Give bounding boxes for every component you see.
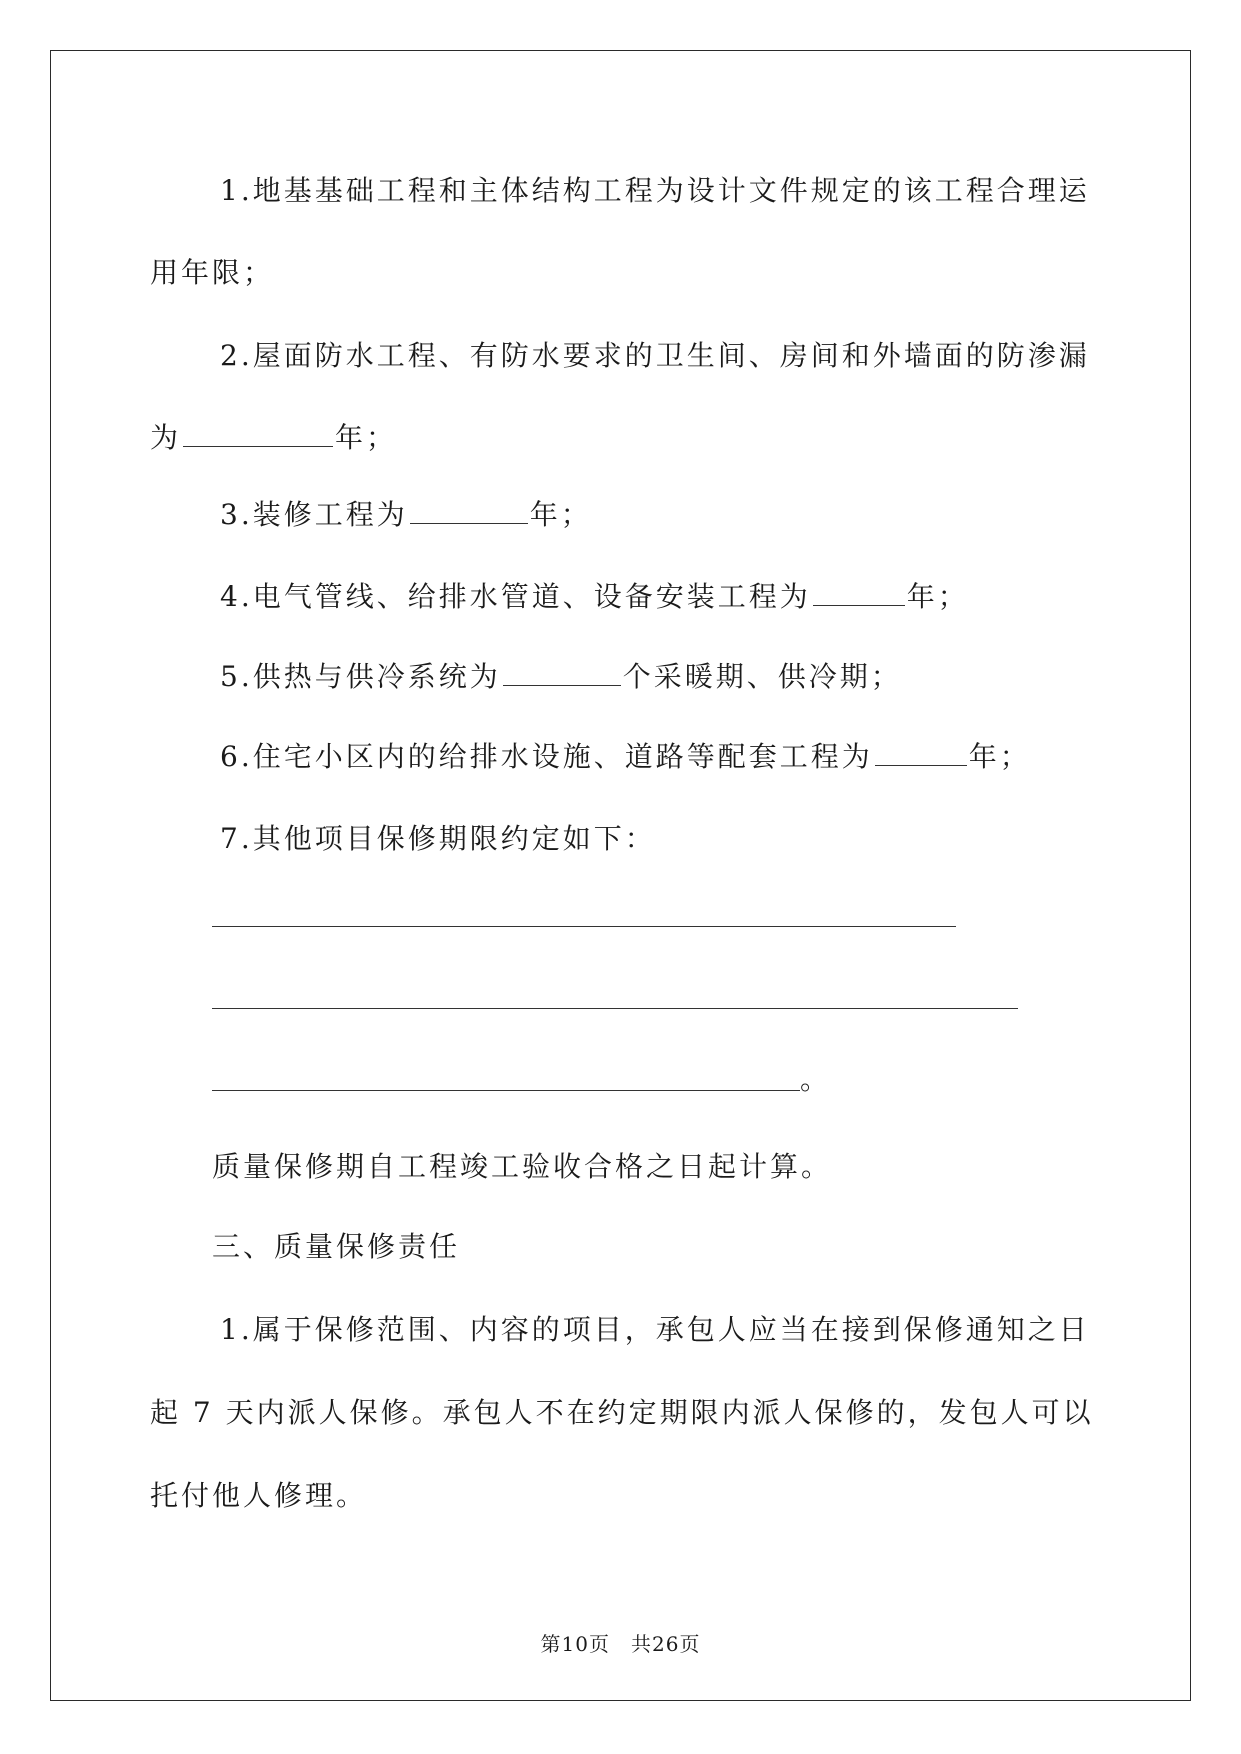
blank-line-2[interactable]: [212, 1008, 1018, 1009]
item-2-suffix: 年；: [335, 421, 398, 454]
blank-field[interactable]: [813, 581, 905, 606]
blank-field[interactable]: [875, 741, 967, 766]
blank-field[interactable]: [410, 499, 528, 524]
item-1-line-1: 1.地基基础工程和主体结构工程为设计文件规定的该工程合理运: [220, 174, 1090, 207]
end-mark: 。: [800, 1063, 832, 1096]
item-6: [220, 740, 1031, 774]
page-footer: 第10页 共26页: [540, 1632, 701, 1656]
item-4: [220, 580, 969, 614]
item-1-line-2: 用年限；: [150, 256, 275, 289]
item-2-line-1: 2.屋面防水工程、有防水要求的卫生间、房间和外墙面的防渗漏: [220, 339, 1090, 372]
section-3-title: 三、质量保修责任: [212, 1230, 461, 1263]
item-5: [220, 660, 902, 694]
blank-field[interactable]: [183, 422, 333, 447]
item-2-prefix: 为: [150, 421, 182, 454]
item-3-prefix: 3.装修工程为: [220, 498, 408, 531]
page-border: [50, 50, 1191, 1701]
item-5-prefix: 5.供热与供冷系统为: [220, 660, 501, 693]
item-6-suffix: 年；: [968, 740, 1031, 773]
responsibility-1-line-2: 起 7 天内派人保修。承包人不在约定期限内派人保修的，发包人可以: [150, 1396, 1094, 1429]
blank-line-3[interactable]: [212, 1090, 800, 1091]
item-7: 7.其他项目保修期限约定如下：: [220, 822, 656, 855]
responsibility-1-line-3: 托付他人修理。: [150, 1479, 368, 1512]
blank-line-1[interactable]: [212, 926, 956, 927]
item-5-suffix: 个采暖期、供冷期；: [622, 660, 902, 693]
item-4-prefix: 4.电气管线、给排水管道、设备安装工程为: [220, 580, 811, 613]
period-note: 质量保修期自工程竣工验收合格之日起计算。: [212, 1150, 833, 1183]
item-2-line-2: [150, 421, 397, 455]
responsibility-1-line-1: 1.属于保修范围、内容的项目，承包人应当在接到保修通知之日: [220, 1313, 1090, 1346]
item-3: [220, 498, 592, 532]
item-6-prefix: 6.住宅小区内的给排水设施、道路等配套工程为: [220, 740, 873, 773]
blank-field[interactable]: [503, 661, 621, 686]
item-4-suffix: 年；: [906, 580, 969, 613]
item-3-suffix: 年；: [529, 498, 592, 531]
